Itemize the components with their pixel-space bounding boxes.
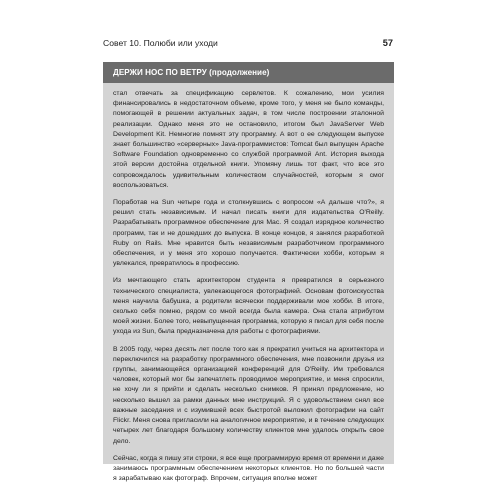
sidebar-paragraph: Поработав на Sun четыре года и столкнувшись с вопросом «А дальше что?», я решил стать независимым. И начал писать книги для издательства O'Reilly. Разрабатывать программное обеспечение для Mac. Я создал изрядное количество программ, так и не дошедших до выпуска. В конце концов, я занялся разработкой Ruby on Rails. Мне нравится быть независимым разработчиком программного обеспечения, и у меня это хорошо получается. Фактически хобби, которым я увлекался, превратилось в профессию. xyxy=(113,199,384,268)
running-head xyxy=(103,36,393,50)
sidebar-body xyxy=(103,83,394,484)
sidebar-paragraph: Из мечтающего стать архитектором студента я превратился в серьезного технического специалиста, увлекающегося фотографией. Основам фотоискусства меня научила бабушка, а родители всячески поддерживали мое хобби. В итоге, сколько себя помню, рядом со мной всегда была камера. Она стала атрибутом моей жизни. Более того, невыпущенная программа, которую я писал для себя после ухода из Sun, была предназначена для работы с фотографиями. xyxy=(113,277,384,336)
sidebar-title: ДЕРЖИ НОС ПО ВЕТРУ (продолжение) xyxy=(103,62,394,83)
sidebar-paragraph: В 2005 году, через десять лет после того как я прекратил учиться на архитектора и переключился на разработку программного обеспечения, мне позвонили друзья из группы, занимающейся организацией конференций для O'Reilly. Им требовался человек, который мог бы запечатлеть проводимое мероприятие, и меня спросили, не хочу ли я прийти и сделать несколько снимков. Я принял предложение, но несколько вышел за рамки данных мне инструкций. Я с удовольствием снял все важные заседания и с изумившей всех быстротой выложил фотографии на сайт Flickr. Меня снова пригласили на аналогичное мероприятие, и в течение следующих четырех лет благодаря большому количеству клиентов мне удалось открыть свое дело. xyxy=(113,345,384,445)
sidebar-paragraph: Сейчас, когда я пишу эти строки, я все еще программирую время от времени и даже занимаюсь программным обеспечением некоторых клиентов. Но по большей части я зарабатываю как фотограф. Впрочем, ситуация вполне может xyxy=(113,454,384,483)
sidebar-paragraph: стал отвечать за спецификацию сервлетов. К сожалению, мои усилия финансировались в недостаточном объеме, кроме того, у меня не было команды, помогающей в решении актуальных задач, в том числе построении эталонной реализации. Однако меня это не остановило, итогом был JavaServer Web Development Kit. Немногие помнят эту программу. А вот о ее следующем выпуске знает большинство «серверных» Java-программистов: Tomcat был выпущен Apache Software Foundation одновременно со службой программой Ant. История выхода этой версии достойна отдельной книги. Упомяну лишь тот факт, что все это сопровождалось удивительным количеством случайностей, которым я смог воспользоваться. xyxy=(113,90,384,189)
sidebar-box xyxy=(103,62,394,483)
chapter-title: Совет 10. Полюби или уходи xyxy=(103,38,218,48)
page-number: 57 xyxy=(382,38,393,48)
